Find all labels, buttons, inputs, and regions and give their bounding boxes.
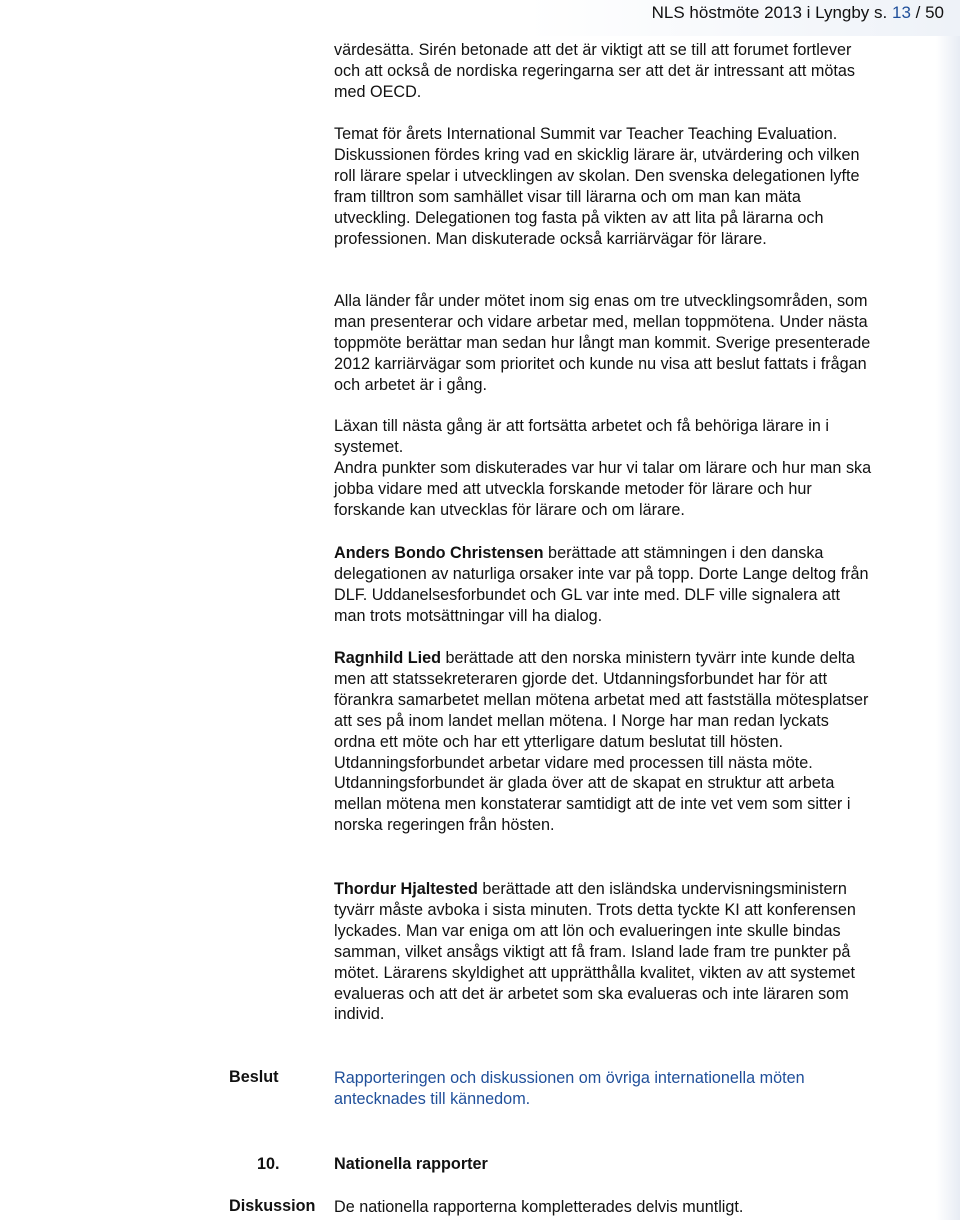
side-shade: [936, 36, 960, 1220]
paragraph-development-areas: Alla länder får under mötet inom sig enas om tre utvecklingsområden, som man presenterar och vidare arbetar med, mellan toppmötena. Under nästa toppmöte berättar man sedan hur långt man kommit. Sverige presenterade 2012 karriärvägar som prioritet och kunde nu visa att beslut fattats i frågan och arbetet är i gång.: [334, 292, 871, 394]
speaker-text: berättade att den norska ministern tyvärr inte kunde delta men att statssekreteraren gjorde det. Utdanningsforbundet har för att förankra samarbetet mellan mötena arbetat med att fastställa mötesplatser att ses på inom landet mellan mötena. I Norge har man redan lyckats ordna ett möte och har ett ytterligare datum beslutat till hösten. Utdanningsforbundet arbetar vidare med processen till nästa möte. Utdanningsforbundet är glada över att de skapat en struktur att arbeta mellan mötena men konstaterar samtidigt att de inte vet vem som sitter i norska regeringen från hösten.: [334, 649, 869, 835]
summit-theme: Temat för årets International Summit var Teacher Teaching Evaluation.: [334, 125, 838, 143]
page-current: 13: [891, 3, 911, 22]
decision-text: Rapporteringen och diskussionen om övriga internationella möten antecknades till kännedom.: [334, 1069, 805, 1108]
discussion-label: Diskussion: [229, 1197, 316, 1215]
speaker-name: Ragnhild Lied: [334, 649, 442, 667]
section-number: 10.: [257, 1155, 280, 1173]
speaker-text: berättade att den isländska undervisningsministern tyvärr måste avboka i sista minuten. Trots detta tyckte KI att konferensen lyckades. Man var eniga om att lön och evalueringen inte skulle bindas samman, vilket ansågs viktigt att få fram. Island lade fram tre punkter på mötet. Lärarens skyldighet att upprätthålla kvalitet, vikten av att systemet evalueras och att det är arbetet som ska evalueras och inte läraren som individ.: [334, 880, 856, 1024]
header-title: [652, 3, 944, 23]
page-header: [0, 0, 960, 36]
summit-discussion: Diskussionen fördes kring vad en skicklig lärare är, utvärdering och vilken roll lärare spelar i utvecklingen av skolan. Den svenska delegationen lyfte fram tilltron som samhället visar till lärarna och om man kan mäta utveckling. Delegationen tog fasta på vikten av att lita på lärarna och professionen. Man diskuterade också karriärvägar för lärare.: [334, 145, 860, 248]
page-total: 50: [925, 3, 944, 22]
paragraph-norway: [334, 648, 874, 836]
discussion-text: De nationella rapporterna kompletterades delvis muntligt.: [334, 1198, 744, 1216]
paragraph-homework: Läxan till nästa gång är att fortsätta arbetet och få behöriga lärare in i systemet.: [334, 417, 829, 456]
speaker-text: berättade att stämningen i den danska delegationen av naturliga orsaker inte var på topp. Dorte Lange deltog från DLF. Uddanelsesforbundet och GL var inte med. DLF ville signalera att man trots motsättningar vill ha dialog.: [334, 544, 869, 625]
page-separator: /: [910, 3, 926, 22]
paragraph-denmark: [334, 543, 874, 627]
speaker-name: Thordur Hjaltested: [334, 880, 478, 898]
paragraph-iceland: [334, 879, 874, 1025]
paragraph-summit: [334, 124, 874, 249]
paragraph-other-points: Andra punkter som diskuterades var hur vi talar om lärare och hur man ska jobba vidare med att utveckla forskande metoder för lärare och hur forskande kan utvecklas för lärare och om lärare.: [334, 459, 872, 519]
paragraph-oecd: värdesätta. Sirén betonade att det är viktigt att se till att forumet fortlever och att också de nordiska regeringarna ser att det är intressant att mötas med OECD.: [334, 41, 855, 101]
section-title: Nationella rapporter: [334, 1155, 488, 1173]
decision-label: Beslut: [229, 1068, 279, 1086]
header-prefix: NLS höstmöte 2013 i Lyngby s.: [651, 3, 892, 22]
speaker-name: Anders Bondo Christensen: [334, 544, 544, 562]
